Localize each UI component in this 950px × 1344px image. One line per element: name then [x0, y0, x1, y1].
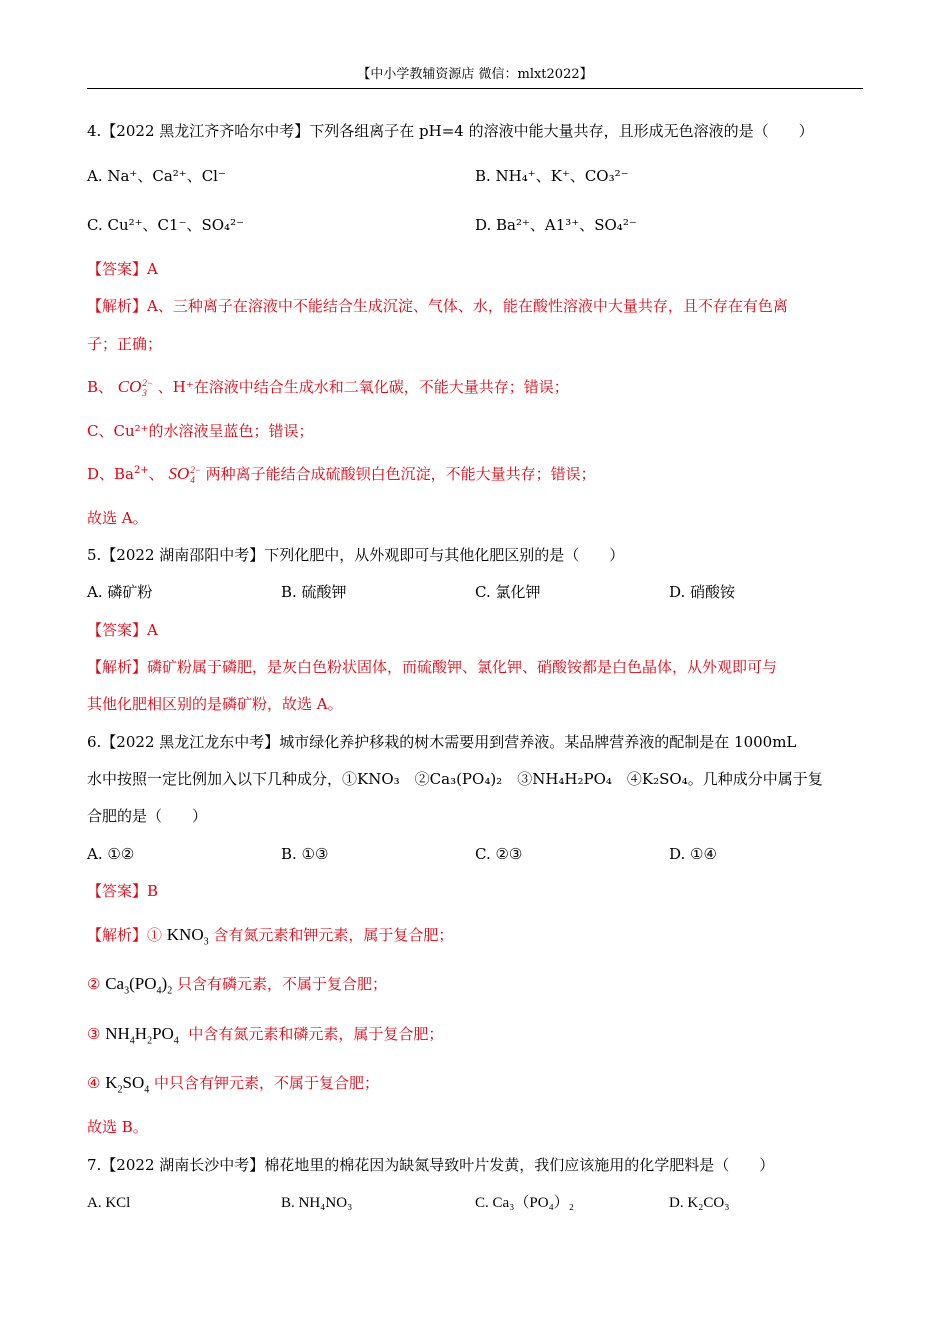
ammonium-phosphate-formula: $NH_4H_2PO_4$: [105, 1024, 179, 1047]
q5-option-a: A. 磷矿粉: [87, 583, 153, 601]
q6-analysis-1: 【解析】① $KNO_3$ 含有氮元素和钾元素，属于复合肥；: [87, 925, 454, 948]
q6-analysis-3: ③ $NH_4H_2PO_4$ 中含有氮元素和磷元素，属于复合肥；: [87, 1024, 444, 1047]
q5-stem: 5.【2022 湖南邵阳中考】下列化肥中，从外观即可与其他化肥区别的是（ ）: [87, 546, 625, 564]
q6-analysis-4: ④ $K_2SO_4$ 中只含有钾元素，不属于复合肥；: [87, 1073, 380, 1096]
q5-analysis-line1: 【解析】磷矿粉属于磷肥，是灰白色粉状固体，而硫酸钾、氯化钾、硝酸铵都是白色晶体，从外观即可与: [87, 658, 778, 676]
page-header: 【中小学教辅资源店 微信：mlxt2022】: [87, 64, 863, 89]
q7-option-c: C. Ca₃（PO₄）₂: [475, 1195, 575, 1211]
q6-stem-line1: 6.【2022 黑龙江龙东中考】城市绿化养护移栽的树木需要用到营养液。某品牌营养液的配制是在 1000mL: [87, 733, 797, 751]
q4-conclusion: 故选 A。: [87, 509, 148, 527]
q5-answer: 【答案】A: [87, 621, 158, 639]
calcium-phosphate-formula: $Ca_3(PO_4)_2$: [105, 974, 173, 997]
q6-option-d: D. ①④: [669, 845, 717, 863]
q4-analysis-b: B、 CO 2− 3 、H⁺在溶液中结合生成水和二氧化碳，不能大量共存；错误；: [87, 377, 569, 399]
q4-analysis-line1: 【解析】A、三种离子在溶液中不能结合生成沉淀、气体、水，能在酸性溶液中大量共存，且不存在有色离: [87, 297, 788, 315]
sulfate-formula: SO 2− 4: [168, 464, 201, 486]
q5-option-b: B. 硫酸钾: [281, 583, 347, 601]
q6-conclusion: 故选 B。: [87, 1118, 148, 1136]
q4-analysis-c: C、Cu²⁺的水溶液呈蓝色；错误；: [87, 422, 314, 440]
q5-analysis-line2: 其他化肥相区别的是磷矿粉，故选 A。: [87, 695, 343, 713]
kno3-formula: $KNO_3$: [166, 925, 209, 948]
q4-option-b: B. NH₄⁺、K⁺、CO₃²⁻: [475, 167, 629, 185]
q6-stem-line3: 合肥的是（ ）: [87, 807, 208, 825]
q4-analysis-line2: 子；正确；: [87, 335, 163, 353]
q7-option-a: A. KCl: [87, 1195, 131, 1211]
carbonate-formula: CO 2− 3: [117, 377, 153, 399]
q4-option-d: D. Ba²⁺、A1³⁺、SO₄²⁻: [475, 216, 637, 234]
q7-option-b: B. NH₄NO₃: [281, 1195, 353, 1211]
q6-option-c: C. ②③: [475, 845, 523, 863]
q6-option-b: B. ①③: [281, 845, 329, 863]
q6-stem-line2: 水中按照一定比例加入以下几种成分，①KNO₃ ②Ca₃(PO₄)₂ ③NH₄H₂PO₄ ④K₂SO₄。几种成分中属于复: [87, 770, 823, 788]
q4-analysis-d: D、$Ba^{2+}$、 SO 2− 4 两种离子能结合成硫酸钡白色沉淀，不能大量共存；错误；: [87, 464, 596, 486]
q5-option-d: D. 硝酸铵: [669, 583, 736, 601]
q4-stem: 4.【2022 黑龙江齐齐哈尔中考】下列各组离子在 pH=4 的溶液中能大量共存，且形成无色溶液的是（ ）: [87, 122, 814, 140]
q7-option-d: D. K₂CO₃: [669, 1195, 730, 1211]
potassium-sulfate-formula: $K_2SO_4$: [105, 1073, 150, 1096]
q5-option-c: C. 氯化钾: [475, 583, 541, 601]
q6-analysis-2: ② $Ca_3(PO_4)_2$ 只含有磷元素，不属于复合肥；: [87, 974, 387, 997]
q4-option-c: C. Cu²⁺、C1⁻、SO₄²⁻: [87, 216, 245, 234]
q4-answer: 【答案】A: [87, 260, 158, 278]
q4-option-a: A. Na⁺、Ca²⁺、Cl⁻: [87, 167, 226, 185]
q6-answer: 【答案】B: [87, 882, 159, 900]
q7-stem: 7.【2022 湖南长沙中考】棉花地里的棉花因为缺氮导致叶片发黄，我们应该施用的化学肥料是（ ）: [87, 1156, 775, 1174]
q6-option-a: A. ①②: [87, 845, 135, 863]
